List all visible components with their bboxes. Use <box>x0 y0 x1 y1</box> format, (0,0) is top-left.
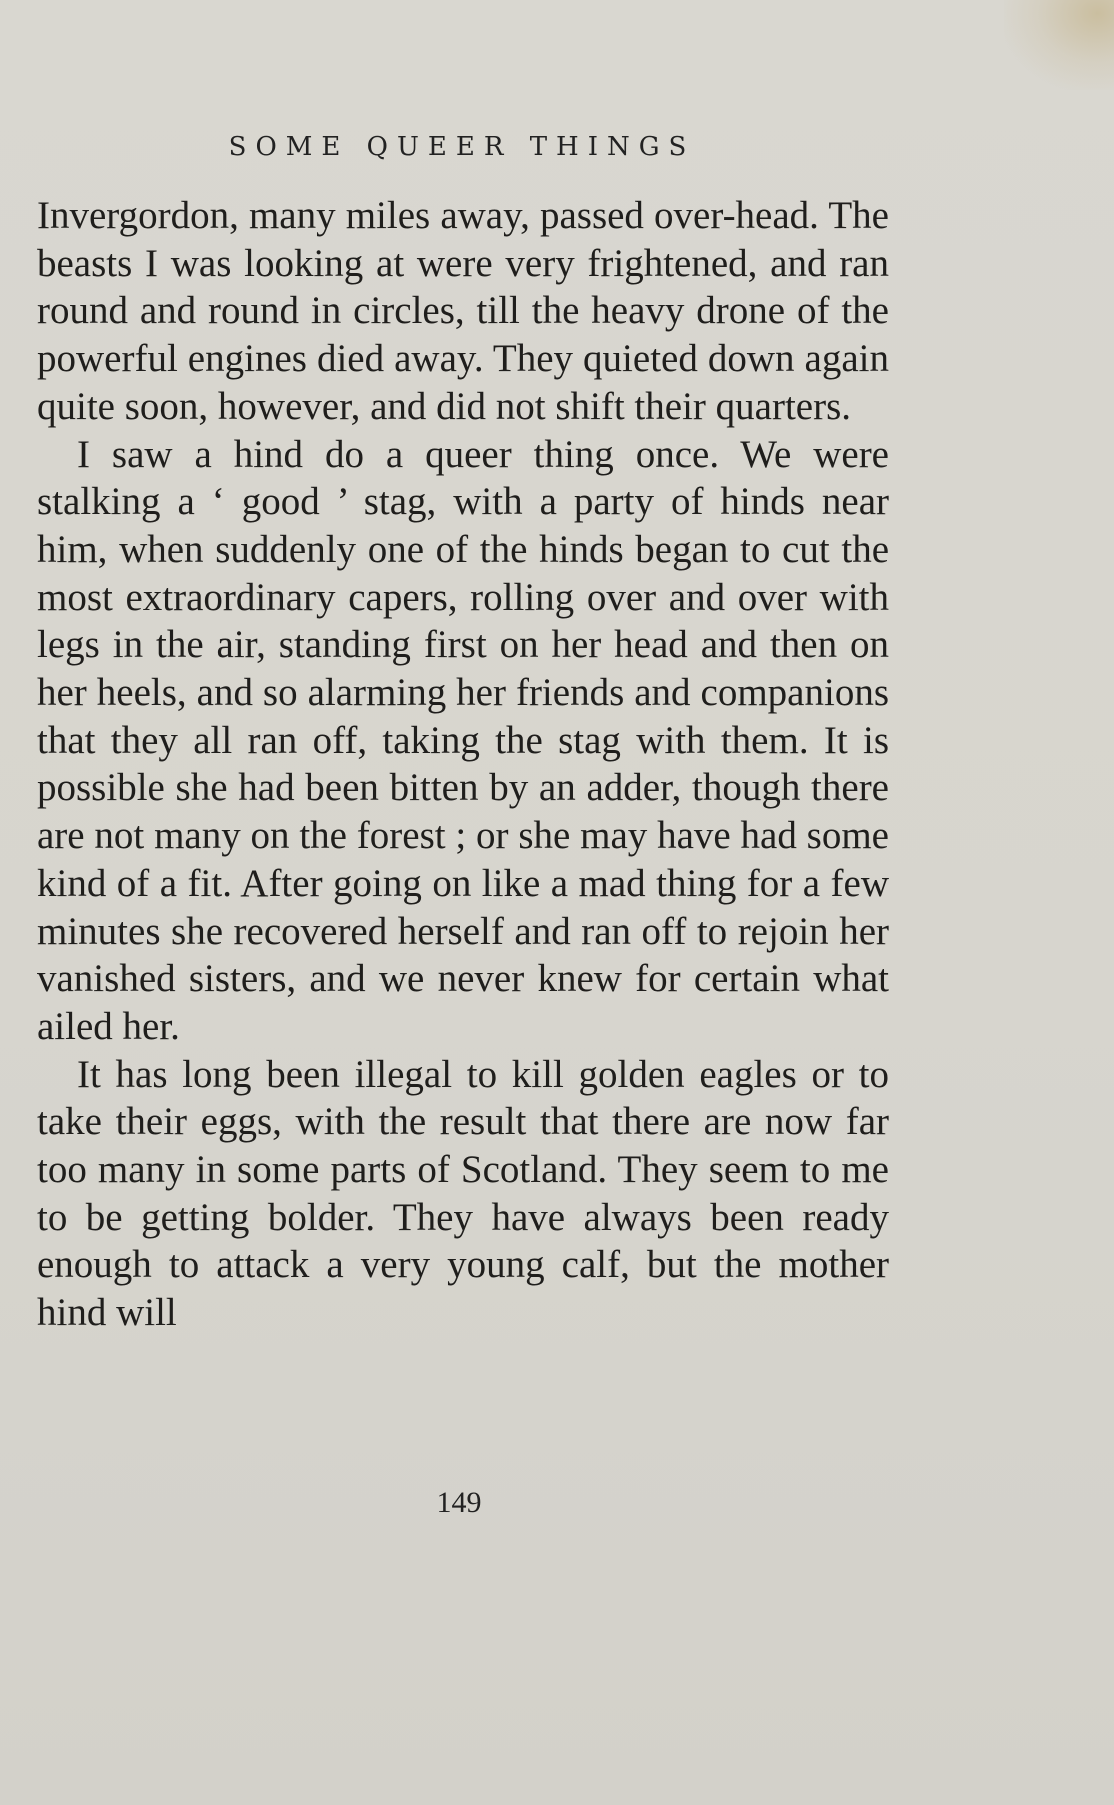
page-number: 149 <box>436 1486 482 1519</box>
running-head: SOME QUEER THINGS <box>228 132 696 162</box>
paragraph-hind: I saw a hind do a queer thing once. We were stalking a ‘ good ’ stag, with a party of hinds near him, when suddenly one of the hinds began to cut the most extraordinary capers, rolling over and over with legs in the air, standing first on her head and then on her heels, and so alarming her friends and companions that they all ran off, taking the stag with them. It is possible she had been bitten by an adder, though there are not many on the forest ; or she may have had some kind of a fit. After going on like a mad thing for a few minutes she recovered herself and ran off to rejoin her vanished sisters, and we never knew for certain what ailed her. <box>37 432 889 1048</box>
page-stain <box>1004 0 1114 90</box>
paragraph-continued: Invergordon, many miles away, passed over-head. The beasts I was looking at were very frightened, and ran round and round in circles, till the heavy drone of the powerful engines died away. They quieted down again quite soon, however, and did not shift their quarters. <box>37 194 889 428</box>
body-text <box>37 192 889 1337</box>
paragraph-eagles: It has long been illegal to kill golden eagles or to take their eggs, with the result that there are now far too many in some parts of Scotland. They seem to me to be getting bolder. They have always been ready enough to attack a very young calf, but the mother hind will <box>37 1052 889 1335</box>
